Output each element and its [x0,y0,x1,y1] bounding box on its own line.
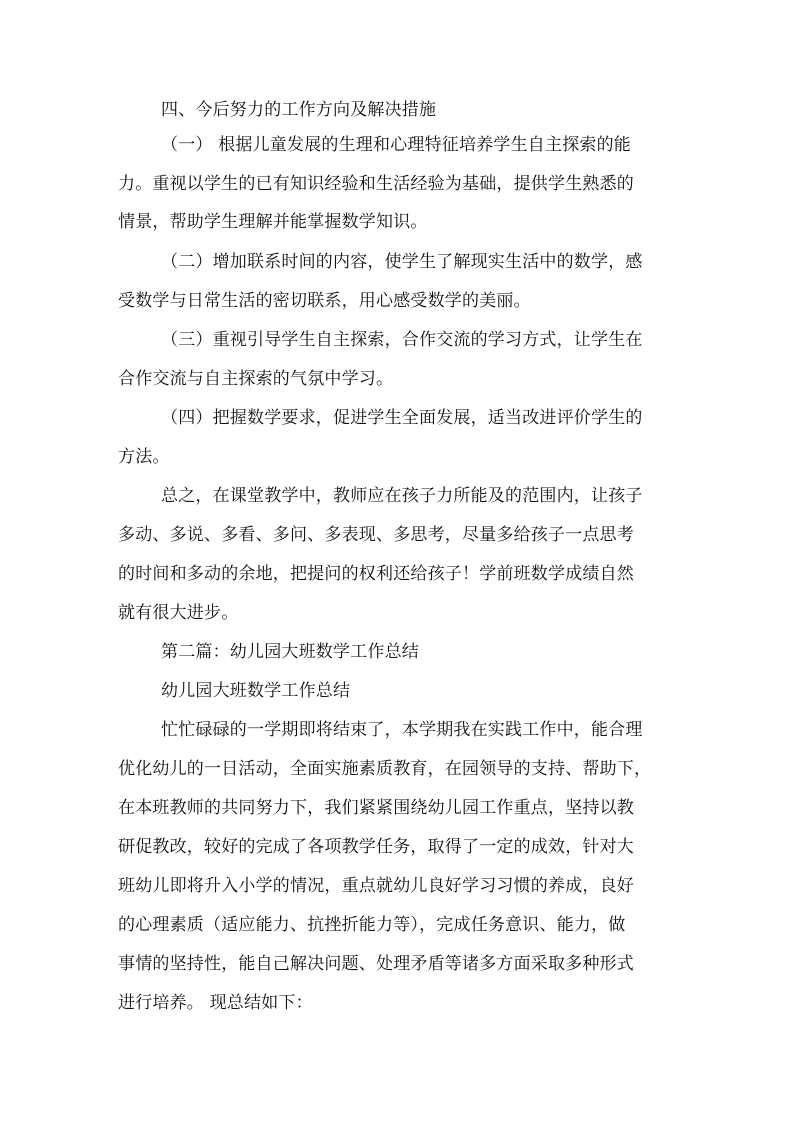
paragraph-line: 多动、多说、多看、多问、多表现、多思考，尽量多给孩子一点思考 [118,525,634,545]
paragraph-line: 就有很大进步。 [118,603,239,623]
paragraph-line: 受数学与日常生活的密切联系，用心感受数学的美丽。 [118,291,531,311]
article-title: 第二篇：幼儿园大班数学工作总结 [161,642,419,662]
paragraph-line: 方法。 [118,447,170,467]
paragraph-line: 情景，帮助学生理解并能掌握数学知识。 [118,212,428,232]
paragraph-line: 进行培养。 现总结如下： [118,993,313,1013]
article-subtitle: 幼儿园大班数学工作总结 [161,681,351,701]
paragraph-line: 在本班教师的共同努力下，我们紧紧围绕幼儿园工作重点，坚持以教 [118,798,634,818]
paragraph-line: 事情的坚持性，能自己解决问题、处理矛盾等诸多方面采取多种形式 [118,954,634,974]
paragraph-line: 总之，在课堂教学中，教师应在孩子力所能及的范围内，让孩子 [161,486,643,506]
paragraph-line: 忙忙碌碌的一学期即将结束了，本学期我在实践工作中，能合理 [161,720,643,740]
paragraph-line: 合作交流与自主探索的气氛中学习。 [118,369,394,389]
paragraph-line: （四）把握数学要求，促进学生全面发展，适当改进评价学生的 [161,408,643,428]
paragraph-line: 的心理素质（适应能力、抗挫折能力等），完成任务意识、能力，做 [118,915,626,935]
paragraph-line: 的时间和多动的余地，把提问的权利还给孩子！学前班数学成绩自然 [118,564,634,584]
paragraph-line: （二）增加联系时间的内容，使学生了解现实生活中的数学，感 [161,252,643,272]
paragraph-line: （三）重视引导学生自主探索，合作交流的学习方式，让学生在 [161,330,643,350]
paragraph-line: 力。重视以学生的已有知识经验和生活经验为基础，提供学生熟悉的 [118,174,634,194]
paragraph-line: 研促教改，较好的完成了各项教学任务，取得了一定的成效，针对大 [118,837,634,857]
paragraph-line: 优化幼儿的一日活动，全面实施素质教育，在园领导的支持、帮助下， [118,759,652,779]
section-heading: 四、今后努力的工作方向及解决措施 [161,100,437,120]
paragraph-line: （一） 根据儿童发展的生理和心理特征培养学生自主探索的能 [161,135,632,155]
paragraph-line: 班幼儿即将升入小学的情况，重点就幼儿良好学习习惯的养成，良好 [118,876,634,896]
